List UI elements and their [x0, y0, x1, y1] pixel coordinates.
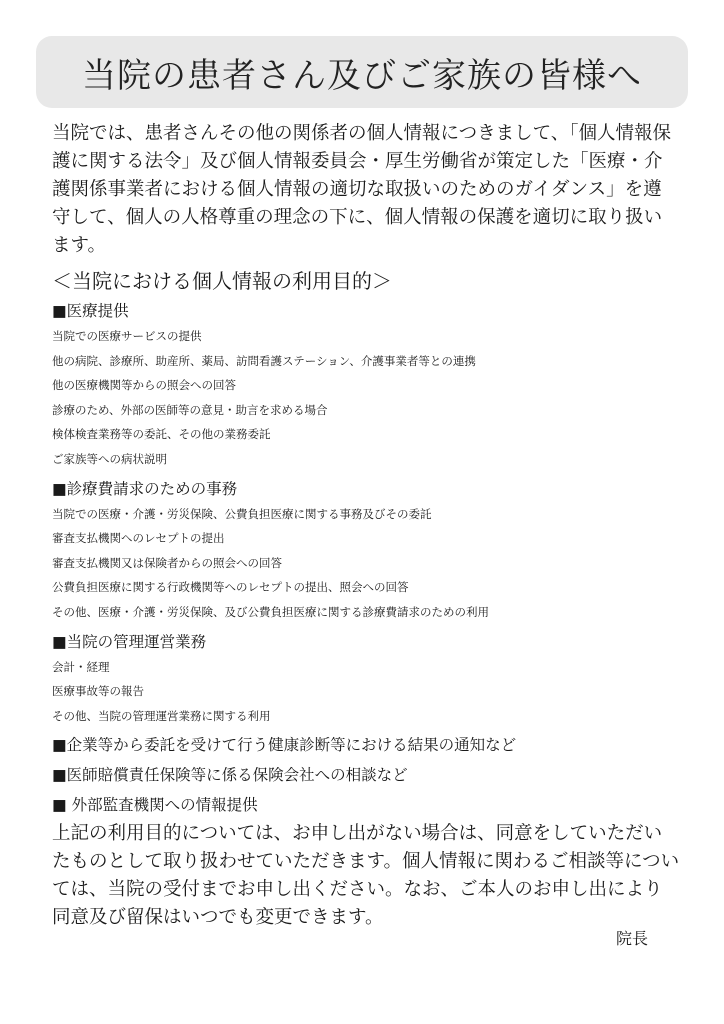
list-item: 審査支払機関へのレセプトの提出: [52, 531, 225, 546]
section-heading: ■医療提供: [52, 302, 129, 320]
list-item: その他、当院の管理運営業務に関する利用: [52, 708, 271, 723]
list-item: 他の病院、診療所、助産所、薬局、訪問看護ステーション、介護事業者等との連携: [52, 353, 476, 368]
list-item: 当院での医療・介護・労災保険、公費負担医療に関する事務及びその委託: [52, 506, 432, 521]
section-heading: ■診療費請求のための事務: [52, 479, 238, 498]
list-item: 他の医療機関等からの照会への回答: [52, 378, 236, 393]
section-liability-insurance: ■医師賠償責任保険等に係る保険会社への相談など: [52, 766, 408, 785]
intro-paragraph: 当院では、患者さんその他の関係者の個人情報につきまして、「個人情報保護に関する法令」及び個人情報委員会・厚生労働省が策定した「医療・介護関係事業者における個人情報の適切な取扱いのためのガイダンス」を遵守して、個人の人格尊重の理念の下に、個人情報の保護を適切に取り扱います。: [52, 123, 672, 256]
section-billing: [52, 476, 692, 625]
list-item: 公費負担医療に関する行政機関等へのレセプトの提出、照会への回答: [52, 580, 409, 595]
list-item: 医療事故等の報告: [52, 684, 144, 699]
page-title: 当院の患者さん及びご家族の皆様へ: [82, 55, 642, 96]
section-external-audit: ■ 外部監査機関への情報提供: [52, 796, 258, 815]
section-health-checkup: ■企業等から委託を受けて行う健康診断等における結果の通知など: [52, 736, 517, 755]
purpose-sections: [52, 298, 692, 818]
section-medical-care: [52, 298, 692, 472]
signature: 院長: [615, 929, 648, 948]
list-item: 会計・経理: [52, 659, 110, 674]
list-item: その他、医療・介護・労災保険、及び公費負担医療に関する診療費請求のための利用: [52, 604, 489, 619]
list-item: 検体検査業務等の委託、その他の業務委託: [52, 427, 271, 442]
list-item: 審査支払機関又は保険者からの照会への回答: [52, 555, 282, 570]
section-management: [52, 629, 692, 729]
purpose-heading: ＜当院における個人情報の利用目的＞: [52, 269, 392, 293]
closing-paragraph: 上記の利用目的については、お申し出がない場合は、同意をしていただいたものとして取り扱わせていただきます。個人情報に関わるご相談等については、当院の受付までお申し出ください。なお、ご本人のお申し出により同意及び留保はいつでも変更できます。: [52, 823, 680, 928]
list-item: ご家族等への病状説明: [52, 451, 167, 466]
list-item: 当院での医療サービスの提供: [52, 329, 202, 343]
title-banner: [36, 36, 688, 108]
list-item: 診療のため、外部の医師等の意見・助言を求める場合: [52, 402, 328, 417]
section-heading: ■当院の管理運営業務: [52, 632, 207, 651]
